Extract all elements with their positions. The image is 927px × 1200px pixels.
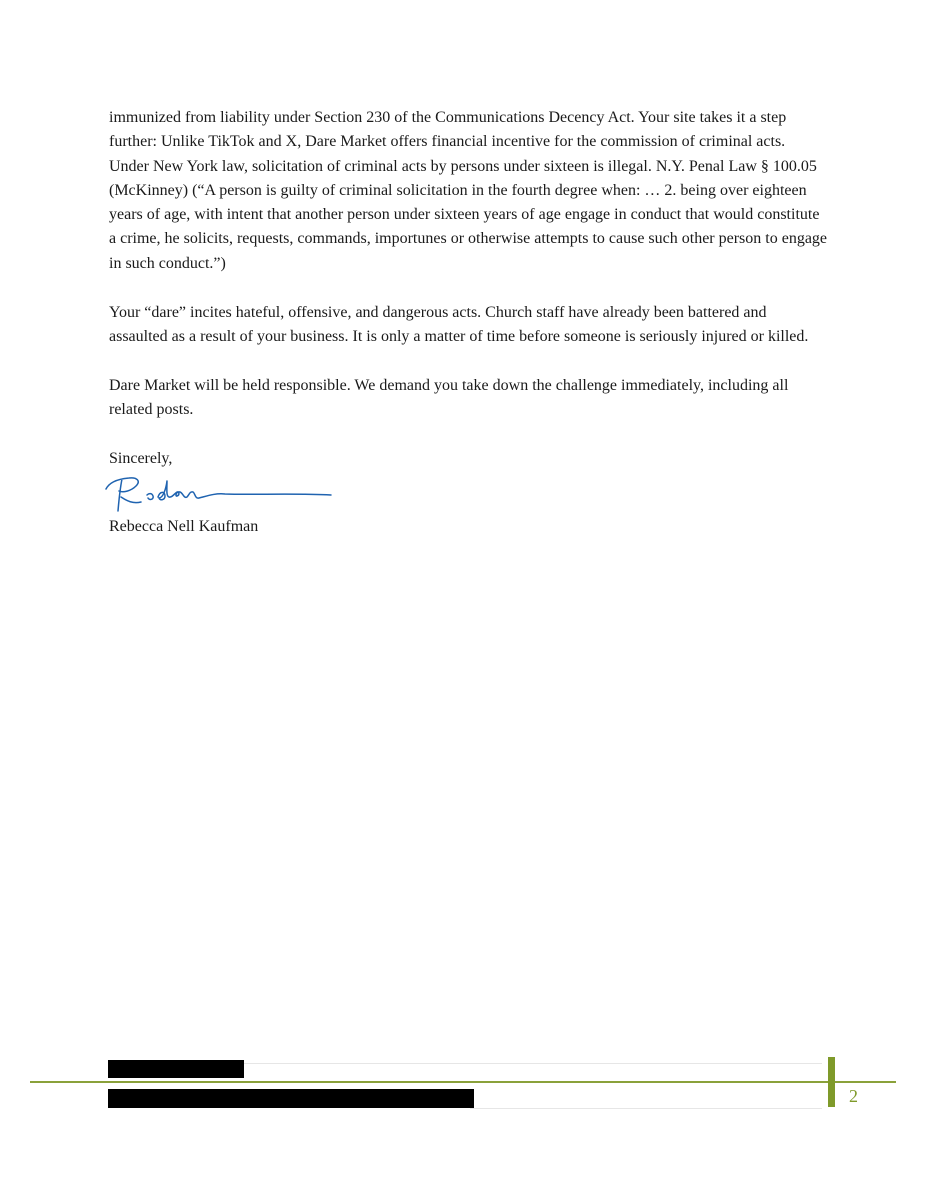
footer-faint-rule-top: [240, 1063, 822, 1064]
footer-divider-line: [30, 1081, 896, 1083]
paragraph-liability: immunized from liability under Section 230 of the Communications Decency Act. Your site takes it a step further: Unlike TikTok and X, Dare Market offers financial incentive for the commission of criminal acts. Under New York law, solicitation of criminal acts by persons under sixteen is illegal. N.Y. Penal Law § 100.05 (McKinney) (“A person is guilty of criminal solicitation in the fourth degree when: … 2. being over eighteen years of age, with intent that another person under sixteen years of age engage in conduct that would constitute a crime, he solicits, requests, commands, importunes or otherwise attempts to cause such other person to engage in such conduct.”): [109, 109, 828, 272]
signature-stroke: [106, 478, 331, 511]
redaction-bar-long: [108, 1089, 474, 1108]
paragraph-demand: Dare Market will be held responsible. We demand you take down the challenge immediately, including all related posts.: [109, 376, 789, 418]
footer-accent-bar: [828, 1057, 835, 1107]
footer-faint-rule-bottom: [470, 1108, 822, 1109]
closing-salutation: Sincerely,: [109, 449, 173, 467]
page-number: 2: [849, 1086, 858, 1106]
paragraph-incitement: Your “dare” incites hateful, offensive, and dangerous acts. Church staff have already been battered and assaulted as a result of your business. It is only a matter of time before someone is seriously injured or killed.: [109, 303, 809, 345]
signer-name: Rebecca Nell Kaufman: [109, 518, 259, 536]
signature-image: [103, 471, 333, 515]
letter-body: [109, 106, 829, 539]
redaction-bar-short: [108, 1060, 244, 1078]
